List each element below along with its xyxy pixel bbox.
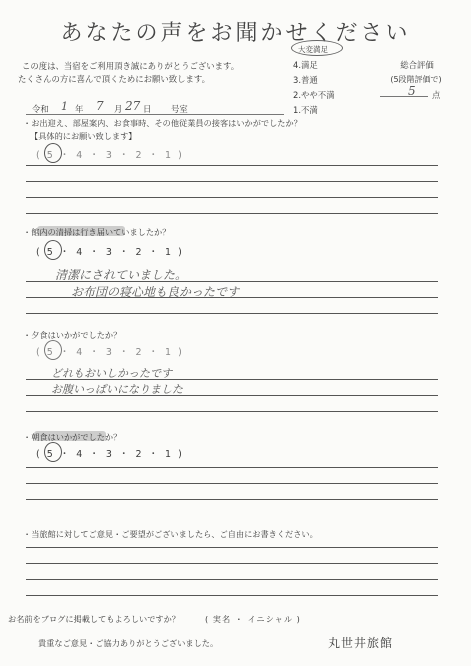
q3-line-1 [26, 379, 438, 380]
rating-key-5-circle [291, 40, 343, 56]
rating-key-4: 4.満足 [293, 60, 318, 70]
q5-line-3 [26, 579, 438, 580]
q5-line-4 [26, 595, 438, 596]
q2-answer-1: 清潔にされていました。 [55, 268, 188, 282]
q4-line-1 [26, 467, 438, 468]
date-underline [26, 114, 284, 115]
thanks-message: 貴重なご意見・ご協力ありがとうございました。 [38, 638, 219, 648]
rating-key-2: 2.やや不満 [293, 90, 335, 100]
date-month: 7 [96, 99, 104, 113]
rating-key-5: 大変満足 [298, 45, 328, 54]
overall-unit: 点 [432, 90, 441, 100]
rating-key-3: 3.普通 [293, 75, 318, 85]
q5-line-2 [26, 563, 438, 564]
date-day-unit: 日 [143, 104, 152, 114]
q2-text: ・館内の清掃は行き届いていましたか？ [23, 227, 171, 237]
q4-line-2 [26, 483, 438, 484]
q3-answer-1: どれもおいしかったです [51, 367, 172, 380]
page-title: あなたの声をお聞かせください [60, 21, 411, 46]
blog-options: ( 実名 ・ イニシャル ) [205, 614, 301, 624]
q5-text: ・当旅館に対してご意見・ご要望がございましたら、ご自由にお書きください。 [23, 529, 318, 539]
intro-line-1: この度は、当宿をご利用頂き誠にありがとうございます。 [22, 61, 240, 71]
q2-scale: ( 5 ・ 4 ・ 3 ・ 2 ・ 1 ) [36, 247, 184, 258]
q1-line-2 [26, 181, 438, 182]
intro-line-2: たくさんの方に喜んで頂くためにお願い致します。 [18, 74, 210, 84]
q4-line-3 [26, 499, 438, 500]
q1-line-4 [26, 213, 438, 214]
date-day: 27 [125, 99, 141, 113]
rating-key-1: 1.不満 [293, 105, 318, 115]
overall-method: (5段階評価で) [390, 75, 442, 84]
q2-line-1 [26, 281, 438, 282]
q2-line-2 [26, 297, 438, 298]
q2-answer-2: お布団の寝心地も良かったです [71, 285, 240, 299]
overall-label: 総合評価 [400, 60, 434, 70]
q3-text: ・夕食はいかがでしたか？ [23, 330, 122, 340]
overall-score-underline [380, 96, 428, 97]
q4-scale: ( 5 ・ 4 ・ 3 ・ 2 ・ 1 ) [36, 449, 184, 460]
overall-score: 5 [408, 84, 416, 98]
date-month-unit: 月 [114, 104, 123, 114]
q3-selected-circle [44, 340, 62, 360]
q1-line-1 [26, 165, 438, 166]
room-label: 号室 [171, 104, 188, 114]
blog-question: お名前をブログに掲載してもよろしいですか？ [8, 614, 180, 624]
q2-selected-circle [44, 240, 62, 260]
q1-line-3 [26, 197, 438, 198]
q2-line-3 [26, 313, 438, 314]
q4-selected-circle [44, 442, 62, 462]
q3-scale: ( 5 ・ 4 ・ 3 ・ 2 ・ 1 ) [36, 347, 184, 358]
q4-text: ・朝食はいかがでしたか？ [23, 432, 122, 442]
date-era: 令和 [32, 104, 49, 114]
q1-selected-circle [44, 143, 62, 163]
date-year-unit: 年 [75, 104, 84, 114]
q3-answer-2: お腹いっぱいになりました [51, 383, 183, 396]
q1-scale: ( 5 ・ 4 ・ 3 ・ 2 ・ 1 ) [36, 150, 184, 161]
date-year: 1 [61, 100, 68, 113]
inn-signature: 丸世井旅館 [328, 636, 394, 650]
q1-text: ・お出迎え、部屋案内、お食事時、その他従業員の接客はいかがでしたか？ [23, 118, 302, 128]
q5-line-1 [26, 547, 438, 548]
q1-sub: 【具体的にお願い致します】 [30, 131, 137, 141]
q3-line-2 [26, 395, 438, 396]
q3-line-3 [26, 411, 438, 412]
